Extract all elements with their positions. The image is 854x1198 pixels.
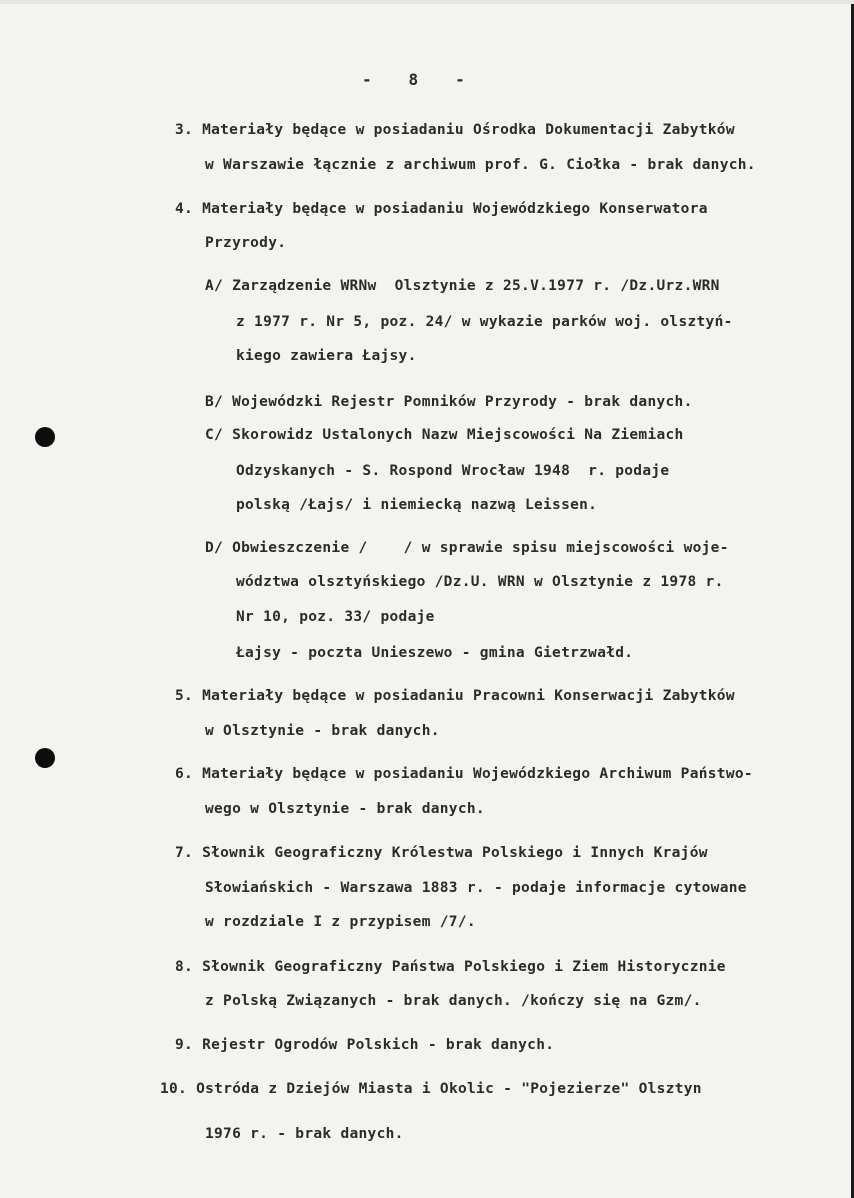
item-4d-line-1: D/ Obwieszczenie / / w sprawie spisu miejscowości woje- — [205, 540, 729, 556]
item-4a-line-2: z 1977 r. Nr 5, poz. 24/ w wykazie parków woj. olsztyń- — [236, 314, 733, 330]
item-4d-line-3: Nr 10, poz. 33/ podaje — [236, 609, 435, 625]
item-4d-line-2: wództwa olsztyńskiego /Dz.U. WRN w Olsztynie z 1978 r. — [236, 574, 724, 590]
item-7-line-1: 7. Słownik Geograficzny Królestwa Polskiego i Innych Krajów — [175, 845, 708, 861]
item-7-line-3: w rozdziale I z przypisem /7/. — [205, 914, 476, 930]
item-8-line-2: z Polską Związanych - brak danych. /kończy się na Gzm/. — [205, 993, 702, 1009]
item-8-line-1: 8. Słownik Geograficzny Państwa Polskiego i Ziem Historycznie — [175, 959, 726, 975]
item-10-line-1: 10. Ostróda z Dziejów Miasta i Okolic - "Pojezierze" Olsztyn — [160, 1081, 702, 1097]
page-number: - 8 - — [362, 70, 467, 89]
punch-hole-lower — [35, 748, 55, 768]
item-10-line-2: 1976 r. - brak danych. — [205, 1126, 404, 1142]
item-4c-line-1: C/ Skorowidz Ustalonych Nazw Miejscowości Na Ziemiach — [205, 427, 684, 443]
item-5-line-1: 5. Materiały będące w posiadaniu Pracowni Konserwacji Zabytków — [175, 688, 735, 704]
item-4a-line-3: kiego zawiera Łajsy. — [236, 348, 417, 364]
page-top-edge — [0, 0, 854, 4]
item-3-line-1: 3. Materiały będące w posiadaniu Ośrodka Dokumentacji Zabytków — [175, 122, 735, 138]
item-5-line-2: w Olsztynie - brak danych. — [205, 723, 440, 739]
item-3-line-2: w Warszawie łącznie z archiwum prof. G. Ciołka - brak danych. — [205, 157, 756, 173]
item-4-line-2: Przyrody. — [205, 235, 287, 251]
item-6-line-1: 6. Materiały będące w posiadaniu Wojewódzkiego Archiwum Państwo- — [175, 766, 753, 782]
item-6-line-2: wego w Olsztynie - brak danych. — [205, 801, 485, 817]
item-4d-line-4: Łajsy - poczta Unieszewo - gmina Gietrzwałd. — [236, 645, 634, 661]
punch-hole-upper — [35, 427, 55, 447]
item-7-line-2: Słowiańskich - Warszawa 1883 r. - podaje informacje cytowane — [205, 880, 747, 896]
item-4c-line-3: polską /Łajs/ i niemiecką nazwą Leissen. — [236, 497, 598, 513]
item-4a-line-1: A/ Zarządzenie WRNw Olsztynie z 25.V.1977 r. /Dz.Urz.WRN — [205, 278, 720, 294]
item-4-line-1: 4. Materiały będące w posiadaniu Wojewódzkiego Konserwatora — [175, 201, 708, 217]
item-4b-line-1: B/ Wojewódzki Rejestr Pomników Przyrody - brak danych. — [205, 394, 693, 410]
item-9-line-1: 9. Rejestr Ogrodów Polskich - brak danych. — [175, 1037, 555, 1053]
item-4c-line-2: Odzyskanych - S. Rospond Wrocław 1948 r. podaje — [236, 463, 670, 479]
